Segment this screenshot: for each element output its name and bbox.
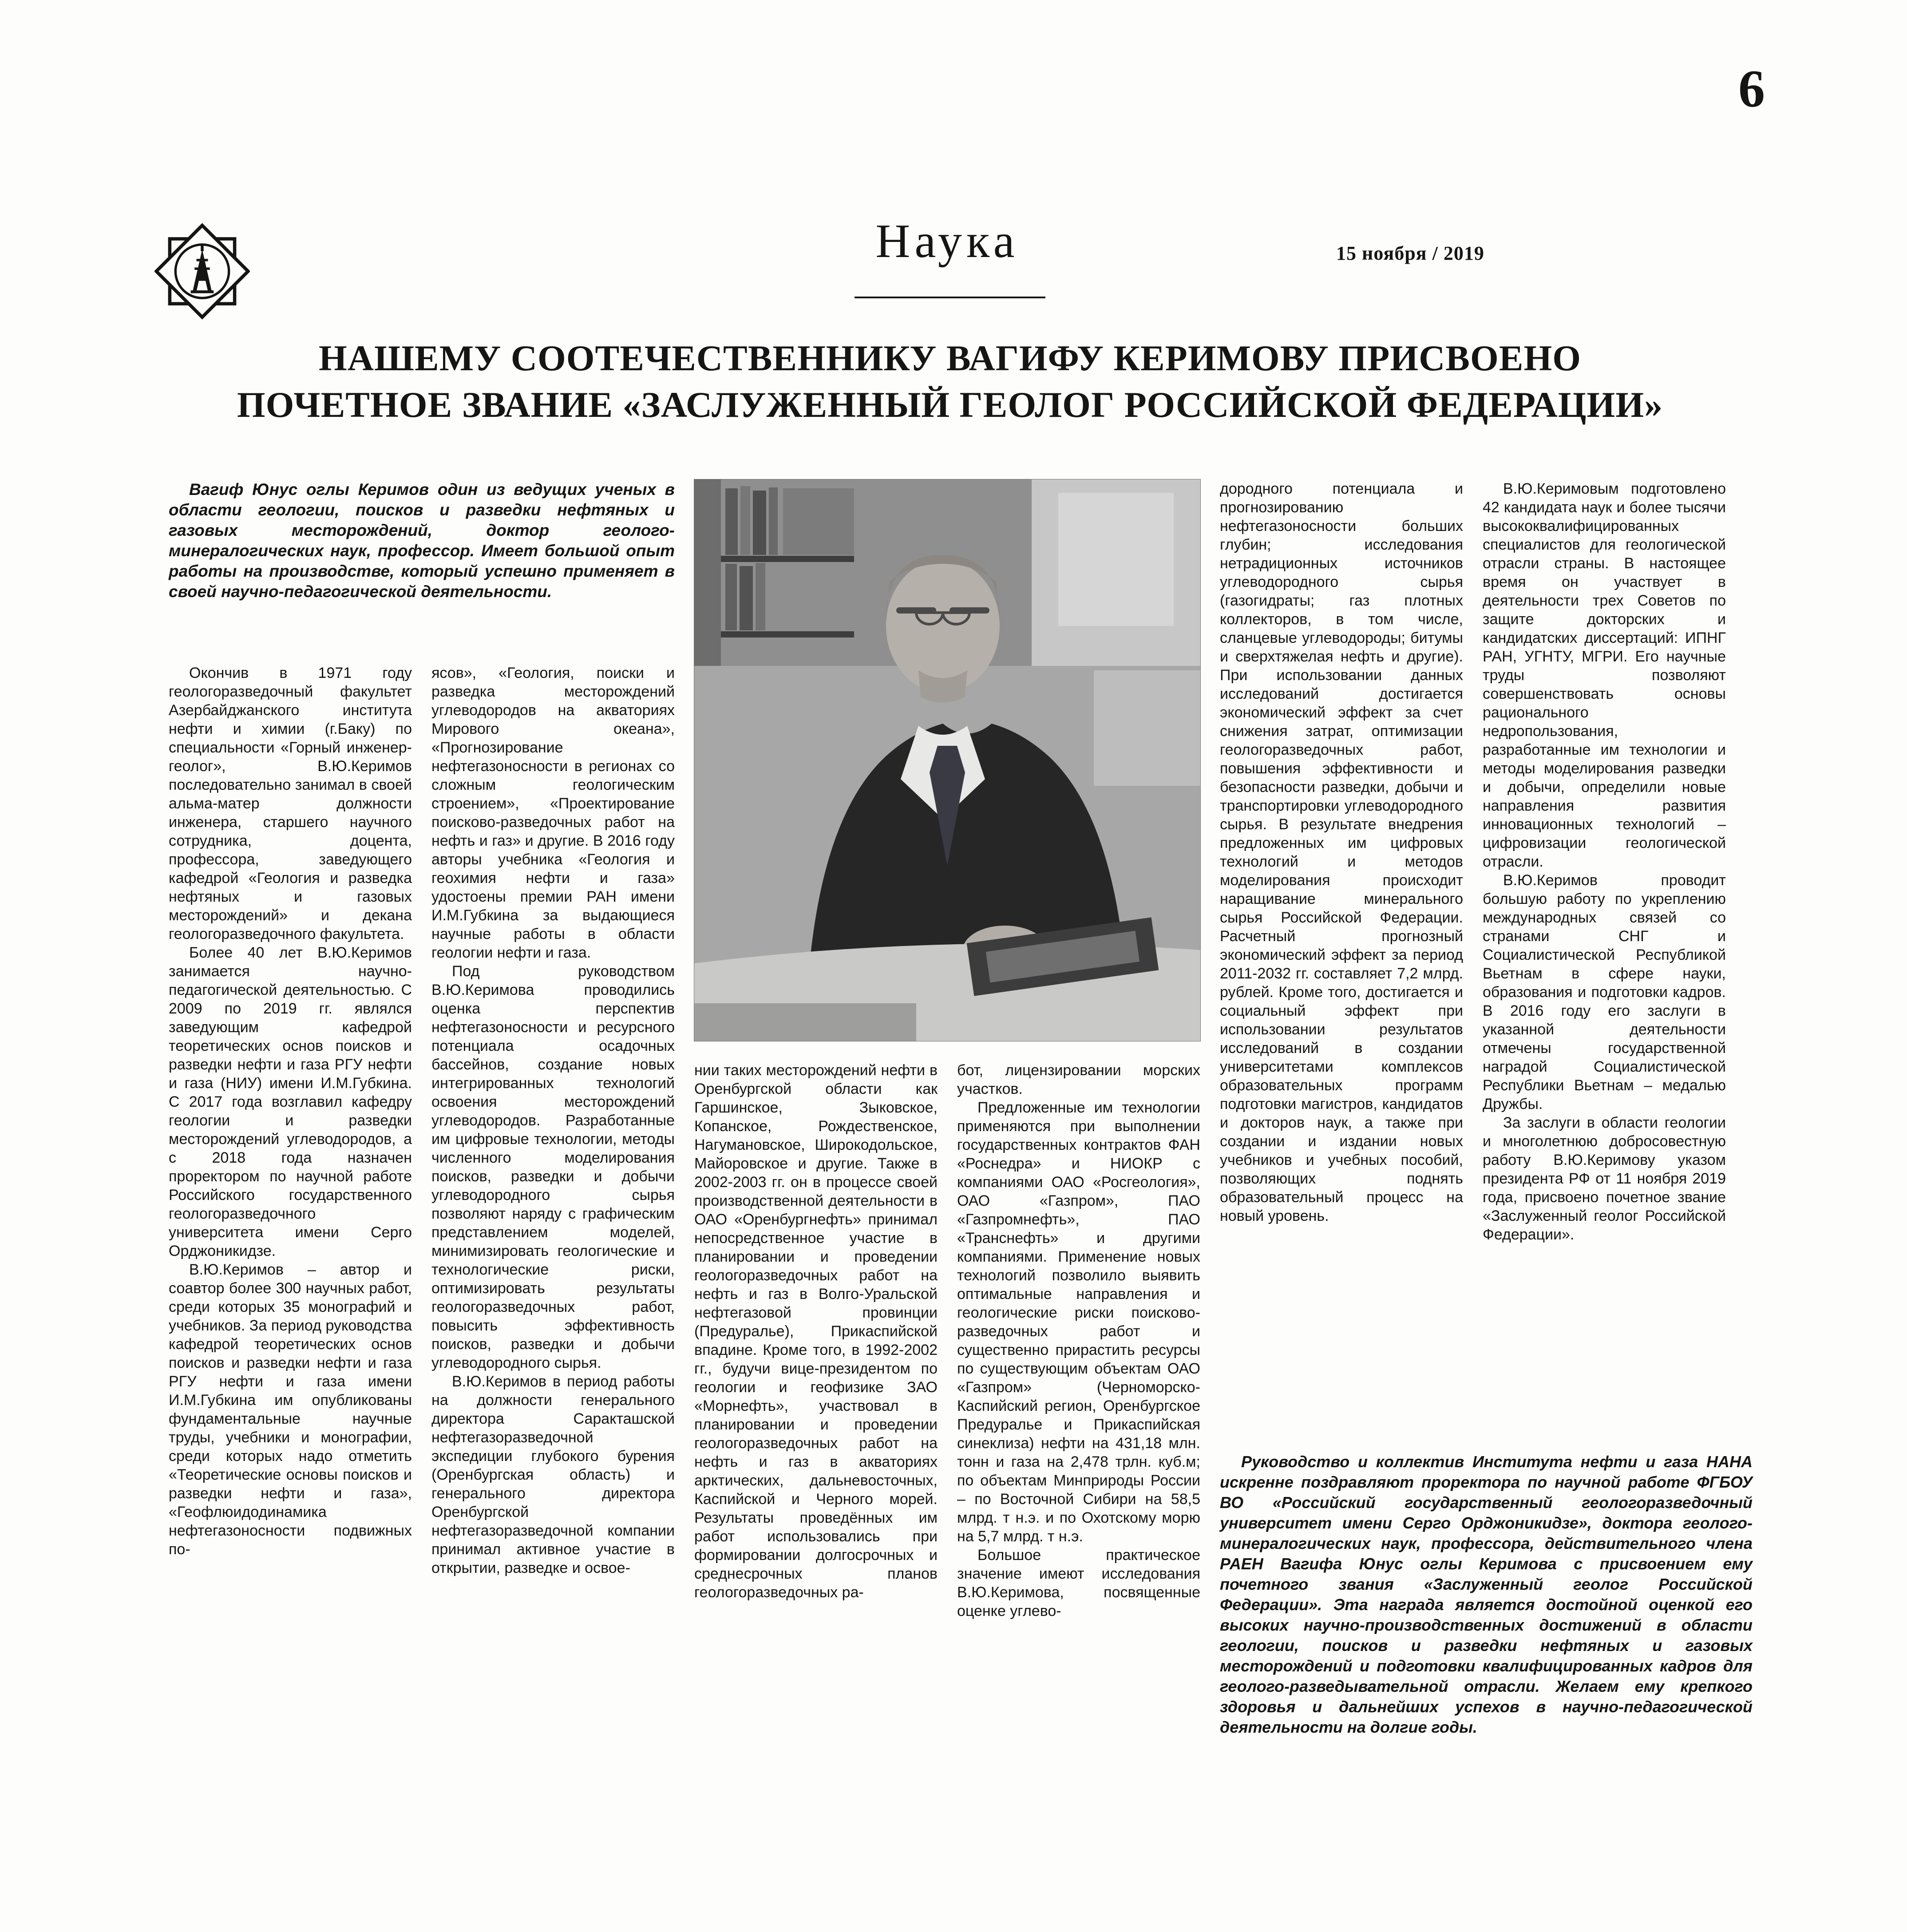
congratulation-note [1220, 1452, 1753, 1738]
paragraph: В.Ю.Керимовым подготовлено 42 кандидата наук и более тысячи высококвалифицированных специалистов для геологической отрасли страны. В настоящее время он участвует в деятельности трех Советов по защите докторских и кандидатских диссертаций: ИПНГ РАН, УГНТУ, МГРИ. Его научные труды позволяют совершенствовать основы рационального недропользования, разработанные им технологии и методы моделирования разведки и добычи, определили новые направления развития инновационных технологий – цифровизации геологической отрасли. [1483, 480, 1726, 870]
article-column-2 [431, 664, 675, 1577]
section-title: Наука [875, 215, 1019, 268]
paragraph: Предложенные им технологии применяются при выполнении государственных контрактов ФАН «Роснедра» и НИОКР с компаниями ОАО «Росгеология», ОАО «Газпром», ПАО «Газпромнефть», ПАО «Транснефть» и другими компаниями. Применение новых технологий позволило выявить оптимальные направления и геологические риски поисково-разведочных работ и существенно прирастить ресурсы по существующим объектам ОАО «Газпром» (Черноморско-Каспийский регион, Оренбургское Предуралье и Прикаспийская синеклиза) нефти на 431,18 млн. тонн и газа на 2,478 трлн. куб.м; по объектам Минприроды России – по Восточной Сибири на 58,5 млрд. т н.э. и по Охотскому морю на 5,7 млрд. т н.э. [957, 1099, 1200, 1545]
issue-date: 15 ноября / 2019 [1336, 242, 1484, 264]
paragraph: ясов», «Геология, поиски и разведка месторождений углеводородов на акваториях Мирового океана», «Прогнозирование нефтегазоносности в регионах со сложным геологическим строением», «Проектирование поисково-разведочных работ на нефть и газ» и другие. В 2016 году авторы учебника «Геология и геохимия нефти и газа» удостоены премии РАН имени И.М.Губкина за выдающиеся научные работы в области геологии нефти и газа. [431, 665, 675, 961]
article-column-4 [957, 1061, 1200, 1620]
portrait-photo-illustration [694, 479, 1200, 1041]
paragraph: За заслуги в области геологии и многолетнюю добросовестную работу В.Ю.Керимову указом президента РФ от 11 ноября 2019 года, присвоено почетное звание «Заслуженный геолог Российской Федерации». [1483, 1114, 1726, 1243]
congratulation-text: Руководство и коллектив Института нефти и газа НАНА искренне поздравляют проректора по научной работе ФГБОУ ВО «Российский государственный геологоразведочный университет имени Серго Орджоникидзе», доктора геолого-минералогических наук, профессора, действительного члена РАЕН Вагифа Юнус оглы Керимова с присвоением ему почетного звания «Заслуженный геолог Российской Федерации». Эта награда является достойной оценкой его высоких научно-производственных достижений в области геологии, поисков и разведки нефтяных и газовых месторождений и подготовки квалифицированных кадров для геолого-разведывательной отрасли. Желаем ему крепкого здоровья и дальнейших успехов в научно-педагогической деятельности на долгие годы. [1220, 1453, 1753, 1736]
headline [164, 335, 1736, 428]
lead-text: Вагиф Юнус оглы Керимов один из ведущих ученых в области геологии, поисков и разведки нефтяных и газовых месторождений, доктор геолого-минералогических наук, профессор. Имеет большой опыт работы на производстве, который успешно применяет в своей научно-педагогической деятельности. [169, 480, 675, 601]
section-header [169, 215, 1726, 268]
page-number: 6 [1738, 59, 1765, 118]
article-column-1 [169, 664, 412, 1559]
article-column-3 [694, 1061, 938, 1602]
section-rule [855, 297, 1045, 298]
article-column-5 [1220, 479, 1463, 1225]
paragraph: В.Ю.Керимов проводит большую работу по укреплению международных связей со странами СНГ и Социалистической Республикой Вьетнам в сфере науки, образования и подготовки кадров. В 2016 году его заслуги в указанной деятельности отмечены государственной наградой Социалистической Республики Вьетнам – медалью Дружбы. [1483, 872, 1726, 1112]
paragraph: В.Ю.Керимов в период работы на должности генерального директора Саракташской нефтегазоразведочной экспедиции глубокого бурения (Оренбургская область) и генерального директора Оренбургской нефтегазоразведочной компании принимал активное участие в открытии, разведке и освое- [431, 1373, 675, 1576]
article-column-6 [1483, 479, 1726, 1244]
lead-paragraph [169, 479, 675, 602]
headline-line-1: НАШЕМУ СООТЕЧЕСТВЕННИКУ ВАГИФУ КЕРИМОВУ ПРИСВОЕНО [318, 338, 1582, 378]
paragraph: Более 40 лет В.Ю.Керимов занимается научно-педагогической деятельностью. С 2009 по 2019 гг. являлся заведующим кафедрой теоретических основ поисков и разведки нефти и газа РГУ нефти и газа (НИУ) имени И.М.Губкина. С 2017 года возглавил кафедру геологии и разведки месторождений углеводородов, а с 2018 года назначен проректором по научной работе Российского государственного геологоразведочного университета имени Серго Орджоникидзе. [169, 944, 412, 1259]
paragraph: дородного потенциала и прогнозированию нефтегазоносности больших глубин; исследования нетрадиционных источников углеводородного сырья (газогидраты; газ плотных коллекторов, в том числе, сланцевые углеводороды; битумы и сверхтяжелая нефть и другие). При использовании данных исследований достигается экономический эффект за счет снижения затрат, оптимизации геологоразведочных работ, повышения эффективности и безопасности разведки, добычи и транспортировки углеводородного сырья. В результате внедрения предложенных им цифровых технологий и методов моделирования происходит наращивание минерального сырья Российской Федерации. Расчетный прогнозный экономический эффект за период 2011-2032 гг. составляет 7,2 млрд. рублей. Кроме того, достигается и социальный эффект при использовании результатов исследований в создании университетами комплексов образовательных программ подготовки магистров, кандидатов и докторов наук, а также при создании и издании новых учебников и учебных пособий, позволяющих поднять образовательный процесс на новый уровень. [1220, 480, 1463, 1224]
paragraph: бот, лицензировании морских участков. [957, 1062, 1200, 1097]
headline-line-2: ПОЧЕТНОЕ ЗВАНИЕ «ЗАСЛУЖЕННЫЙ ГЕОЛОГ РОССИЙСКОЙ ФЕДЕРАЦИИ» [237, 384, 1663, 425]
paragraph: В.Ю.Керимов – автор и соавтор более 300 научных работ, среди которых 35 монографий и учебников. За период руководства кафедрой теоретических основ поисков и разведки нефти и газа РГУ нефти и газа имени И.М.Губкина им опубликованы фундаментальные научные труды, учебники и монографии, среди которых надо отметить «Теоретические основы поисков и разведки нефти и газа», «Геофлюидодинамика нефтегазоносности подвижных по- [169, 1261, 412, 1558]
portrait-photo [694, 479, 1200, 1041]
paragraph: Окончив в 1971 году геологоразведочный факультет Азербайджанского института нефти и химии (г.Баку) по специальности «Горный инженер-геолог», В.Ю.Керимов последовательно занимал в своей альма-матер должности инженера, старшего научного сотрудника, доцента, профессора, заведующего кафедрой «Геология и разведка нефтяных и газовых месторождений» и декана геологоразведочного факультета. [169, 665, 412, 942]
paragraph: Под руководством В.Ю.Керимова проводились оценка перспектив нефтегазоносности и ресурсного потенциала осадочных бассейнов, создание новых интегрированных технологий освоения месторождений углеводородов. Разработанные им цифровые технологии, методы численного моделирования поисков, разведки и добычи углеводородного сырья позволяют наряду с графическим представлением моделей, минимизировать геологические и технологические риски, оптимизировать результаты геологоразведочных работ, повысить эффективность поисков, разведки и добычи углеводородного сырья. [431, 963, 675, 1371]
paragraph: нии таких месторождений нефти в Оренбургской области как Гаршинское, Зыковское, Копанское, Рождественское, Нагумановское, Широкодольское, Майоровское и другие. Также в 2002-2003 гг. он в процессе своей производственной деятельности в ОАО «Оренбургнефть» принимал непосредственное участие в планировании и проведении геологоразведочных работ на нефть и газ в Волго-Уральской нефтегазовой провинции (Предуралье), Прикаспийской впадине. Кроме того, в 1992-2002 гг., будучи вице-президентом по геологии и геофизике ЗАО «Морнефть», участвовал в планировании и проведении геологоразведочных работ на нефть и газ в акваториях арктических, дальневосточных, Каспийской и Черного морей. Результаты проведённых им работ использовались при формировании долгосрочных и среднесрочных планов геологоразведочных ра- [694, 1062, 938, 1601]
paragraph: Большое практическое значение имеют исследования В.Ю.Керимова, посвященные оценке углево- [957, 1547, 1200, 1619]
